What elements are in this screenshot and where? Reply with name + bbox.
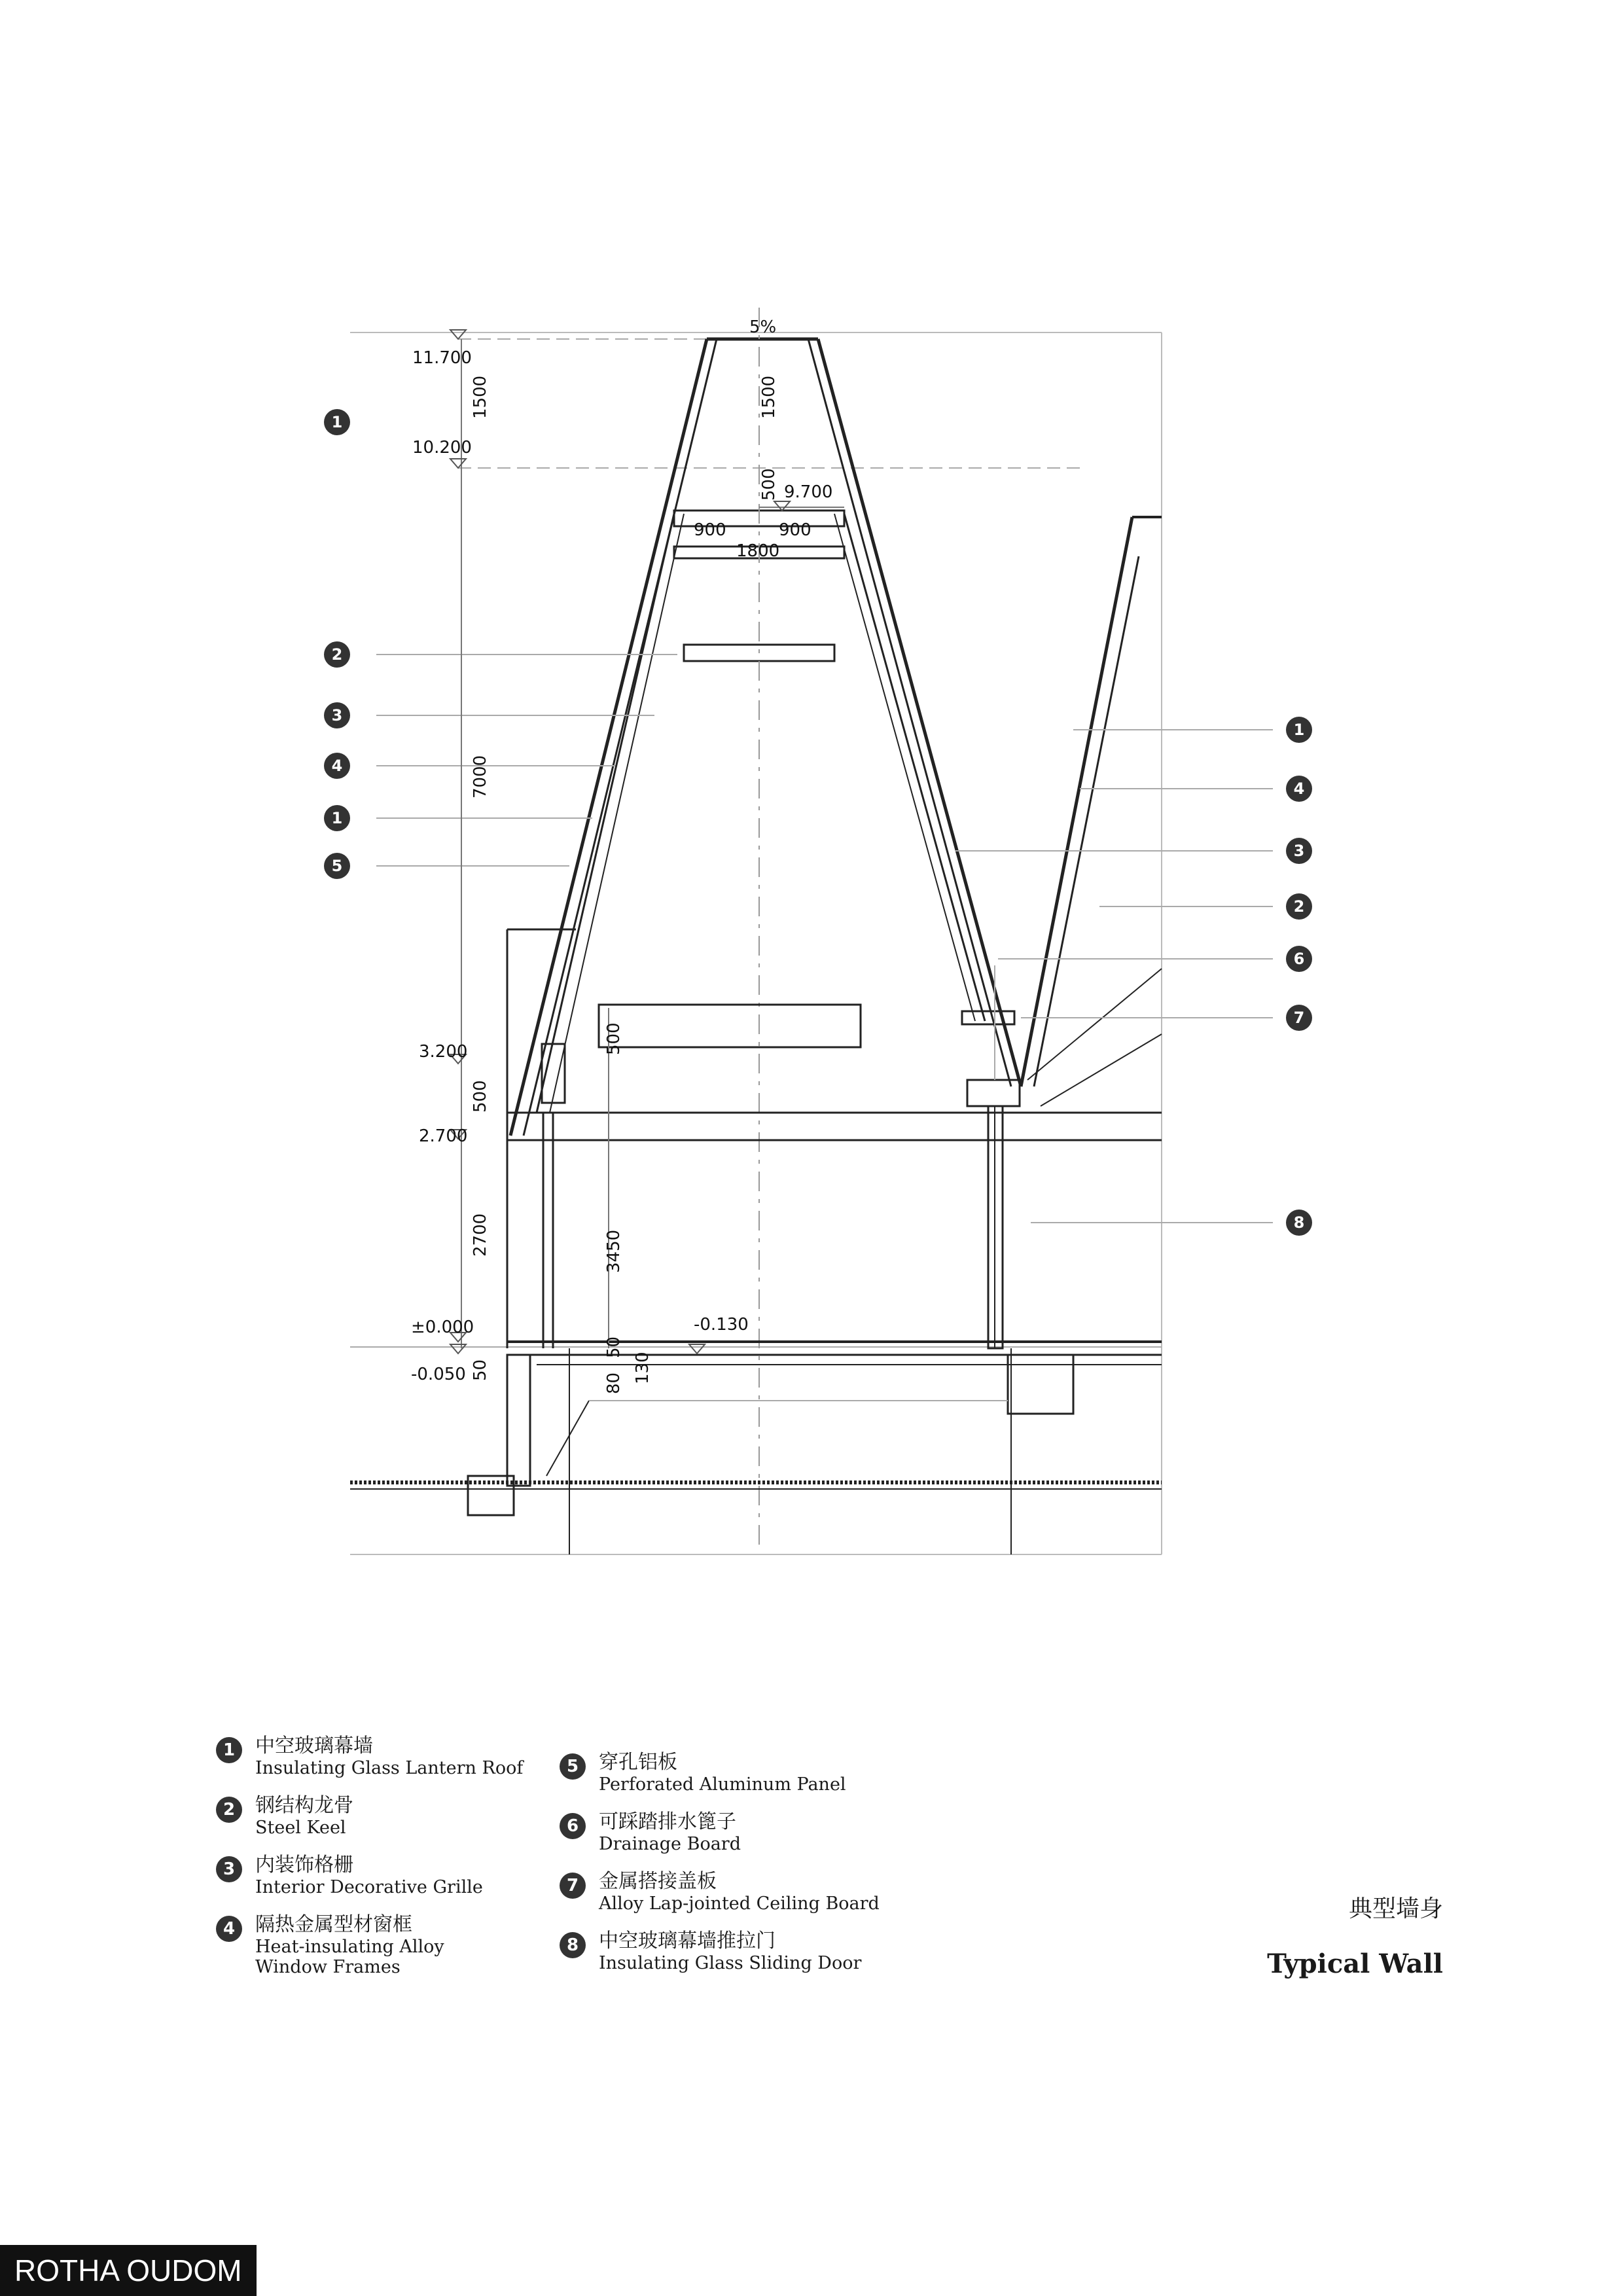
legend-zh: 中空玻璃幕墙	[255, 1734, 373, 1757]
dim-label: 130	[633, 1352, 652, 1384]
legend-en: Interior Decorative Grille	[255, 1877, 483, 1897]
svg-text:6: 6	[1293, 950, 1305, 968]
svg-text:3: 3	[331, 706, 343, 725]
svg-text:1: 1	[1293, 721, 1305, 739]
legend-zh: 金属搭接盖板	[599, 1870, 717, 1893]
legend-number: 6	[560, 1813, 586, 1839]
dim-label: 50	[471, 1359, 490, 1381]
callout-marker	[324, 853, 350, 879]
legend-en: Insulating Glass Sliding Door	[599, 1953, 862, 1973]
legend-zh: 中空玻璃幕墙推拉门	[599, 1929, 776, 1952]
svg-text:2: 2	[331, 645, 343, 664]
svg-text:2: 2	[1293, 897, 1305, 916]
legend-en: Perforated Aluminum Panel	[599, 1774, 846, 1795]
legend-column-2	[560, 1751, 880, 1989]
roof-slope-label: 5%	[749, 317, 777, 337]
legend-en: Steel Keel	[255, 1818, 346, 1838]
title-zh: 典型墙身	[1348, 1895, 1443, 1922]
svg-text:8: 8	[1293, 1213, 1305, 1232]
callout-marker	[324, 702, 350, 728]
dim-label: 1500	[759, 375, 779, 419]
legend-item	[560, 1751, 880, 1795]
callout-marker	[1286, 776, 1312, 802]
level-label: 10.200	[412, 438, 472, 457]
level-label: ±0.000	[411, 1318, 474, 1337]
svg-text:1: 1	[331, 413, 343, 431]
callout-marker	[324, 753, 350, 779]
callout-marker	[1286, 717, 1312, 743]
legend-item	[560, 1929, 880, 1973]
legend-column-1	[216, 1734, 523, 1993]
svg-text:3: 3	[1293, 842, 1305, 860]
legend-item	[560, 1870, 880, 1914]
dim-label: 50	[604, 1336, 624, 1358]
dim-label: 900	[694, 520, 726, 540]
legend-item	[216, 1734, 523, 1778]
svg-text:4: 4	[1293, 780, 1305, 798]
dim-label: 500	[604, 1022, 624, 1055]
level-label: 9.700	[784, 482, 833, 502]
legend-en: Heat-insulating Alloy Window Frames	[255, 1937, 444, 1977]
legend-number: 8	[560, 1932, 586, 1958]
level-label: 3.200	[419, 1042, 468, 1062]
svg-text:4: 4	[331, 757, 343, 775]
callout-marker	[1286, 946, 1312, 972]
callout-marker	[324, 641, 350, 668]
legend-zh: 穿孔铝板	[599, 1751, 677, 1774]
level-label: 2.700	[419, 1126, 468, 1146]
dim-label: 500	[471, 1080, 490, 1113]
dim-label: 2700	[471, 1213, 490, 1257]
callout-marker	[324, 805, 350, 831]
legend-zh: 钢结构龙骨	[255, 1794, 353, 1817]
legend-number: 1	[216, 1737, 242, 1763]
dim-label: 3450	[604, 1229, 624, 1273]
legend-number: 3	[216, 1856, 242, 1882]
legend-zh: 内装饰格栅	[255, 1854, 353, 1876]
legend-en: Insulating Glass Lantern Roof	[255, 1758, 524, 1778]
callout-marker	[1286, 893, 1312, 920]
legend-en: Alloy Lap-jointed Ceiling Board	[599, 1893, 880, 1914]
title-en: Typical Wall	[1267, 1948, 1443, 1979]
dim-label: 500	[759, 468, 779, 501]
level-label: 11.700	[412, 348, 472, 368]
svg-text:7: 7	[1293, 1009, 1305, 1027]
legend-number: 7	[560, 1873, 586, 1899]
legend-number: 4	[216, 1916, 242, 1942]
author-credit: ROTHA OUDOM	[0, 2245, 257, 2296]
dim-label: 80	[604, 1372, 624, 1394]
legend-number: 5	[560, 1753, 586, 1780]
dim-label: 1800	[736, 541, 780, 561]
callout-marker	[1286, 1210, 1312, 1236]
svg-text:1: 1	[331, 809, 343, 827]
level-label: -0.130	[694, 1315, 749, 1335]
legend-item	[216, 1794, 523, 1838]
legend-number: 2	[216, 1797, 242, 1823]
legend-item	[216, 1913, 523, 1977]
drawing-title	[1267, 1890, 1443, 1979]
legend-zh: 隔热金属型材窗框	[255, 1913, 412, 1936]
dim-label: 7000	[471, 755, 490, 798]
legend-en: Drainage Board	[599, 1834, 741, 1854]
dim-label: 1500	[471, 375, 490, 419]
callout-marker	[1286, 838, 1312, 864]
callout-marker	[1286, 1005, 1312, 1031]
legend-item	[216, 1854, 523, 1897]
legend-item	[560, 1810, 880, 1854]
callout-marker	[324, 409, 350, 435]
level-label: -0.050	[411, 1365, 466, 1384]
legend-zh: 可踩踏排水篦子	[599, 1810, 736, 1833]
svg-text:5: 5	[331, 857, 343, 875]
dim-label: 900	[779, 520, 812, 540]
